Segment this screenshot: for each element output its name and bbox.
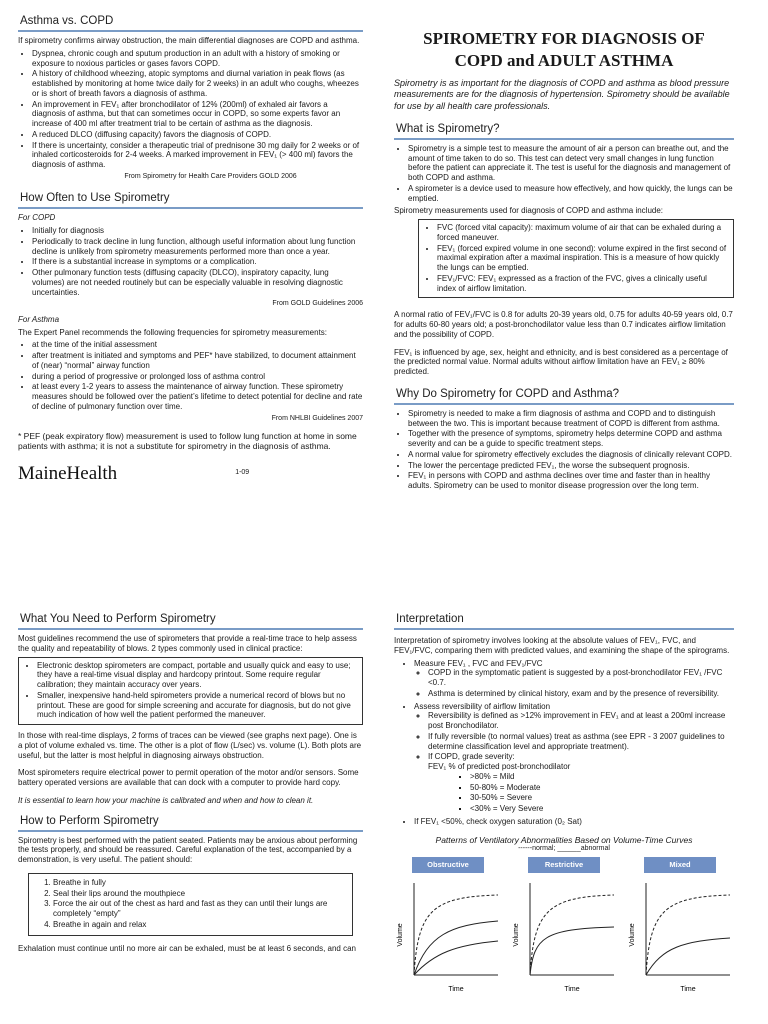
asthma-copd-intro: If spirometry confirms airway obstruction, the main differential diagnoses are COPD and asthma. [18,36,360,46]
measurements-box [418,219,734,298]
list-item: • Spirometry is a simple test to measure the amount of air a person can breathe out, and the amount of time taken to do so. This test can detect very small changes in lung function before the patient can appreciate it. The test is useful for the diagnosis and management of both COPD and asthma. [408,144,734,183]
list-item: • FEV₁ in persons with COPD and asthma declines over time and faster than in healthy adults. Spirometry can be used to monitor disease progression over the long term. [408,471,734,491]
list-item: • A normal value for spirometry effectively excludes the diagnosis of clinically relevant COPD. [408,450,734,460]
interpretation-heading: Interpretation [394,612,734,630]
list-item: • A reduced DLCO (diffusing capacity) favors the diagnosis of COPD. [32,130,363,140]
list-item: ◦ Reversibility is defined as >12% improvement in FEV₁ and at least a 200ml increase post Bronchodilator. [428,711,734,731]
left-bottom-column [18,612,363,956]
asthma-intro: The Expert Panel recommends the following frequencies for spirometry measurements: [18,327,328,337]
asthma-label: For Asthma [18,314,60,324]
panel-label: Mixed [644,857,716,872]
list-item: • FVC (forced vital capacity): maximum volume of air that can be exhaled during a forced maneuver. [437,223,727,243]
list-item: • The lower the percentage predicted FEV₁, the worse the subsequent prognosis. [408,461,734,471]
list-item: • during a period of progressive or prolonged loss of asthma control [32,372,363,382]
footer [18,462,363,485]
restrictive-chart [510,875,618,997]
panel-label: Obstructive [412,857,484,872]
list-item: • at the time of the initial assessment [32,340,363,350]
grade-list [428,772,734,814]
list-item: • after treatment is initiated and symptoms and PEF* have stabilized, to document attainment of (near) “normal” airway function [32,351,363,371]
copd-source: From GOLD Guidelines 2006 [272,300,363,308]
interpretation-list [394,659,734,827]
list-item: • Electronic desktop spirometers are compact, portable and usually quick and easy to use; they have a real-time visual display and hardcopy printout. Some require regular calibration; they maintain accuracy over years. [37,661,356,690]
pef-footnote: * PEF (peak expiratory flow) measurement is used to follow lung function at home in some patients with asthma; it is not a substitute for spirometry in the diagnosis of asthma. [18,431,357,452]
title-line-2: COPD and ADULT ASTHMA [454,51,674,71]
y-axis-label: Volume [629,922,636,947]
spirometer-types-list [23,661,356,721]
abnormal-curve [414,941,498,975]
right-bottom-column [394,612,734,997]
why-heading: Why Do Spirometry for COPD and Asthma? [394,387,734,405]
list-item [428,752,734,814]
list-item: • Initially for diagnosis [32,226,363,236]
chart-legend: ------normal; ______abnormal [518,844,610,852]
panel-label: Restrictive [528,857,600,872]
list-item: • FEV₁ (forced expired volume in one second): volume expired in the first second of maximal expiration after a maximal inspiration. This is a measure of how quickly the lungs can be emptied. [437,244,727,273]
list-item: 1. Breathe in fully [53,878,346,888]
spirometer-types-box [18,657,363,726]
asthma-copd-list [18,49,363,170]
list-item: • A history of childhood wheezing, atopic symptoms and diurnal variation in peak flows (as established by monitoring at home twice daily for 2 weeks) in an adult who coughs, wheezes or is short of breath favors a diagnosis of asthma. [32,69,363,98]
x-axis-label: Time [680,985,696,993]
list-item: 4. Breathe in again and relax [53,920,346,930]
chart-title: Patterns of Ventilatory Abnormalities Based on Volume-Time Curves [435,834,693,845]
need-intro: Most guidelines recommend the use of spirometers that provide a real-time trace to help assess the quality and repeatability of blows. 2 types commonly used in clinical practice: [18,634,357,653]
list-item: ◦ If fully reversible (to normal values) treat as asthma (see EPR - 3 2007 guidelines to determine classification level and appropriate treatment). [428,732,734,752]
steps-box [28,873,353,936]
how-to-intro: Spirometry is best performed with the patient seated. Patients may be anxious about performing the tests properly, and should be reassured. Careful explanation of the test, accompanied by a demonstration, is very useful. The patient should: [18,835,358,865]
list-item: 2. Seal their lips around the mouthpiece [53,889,346,899]
y-axis-label: Volume [397,922,404,947]
measurements-intro: Spirometry measurements used for diagnosis of COPD and asthma include: [394,206,664,216]
normal-curve [646,895,730,975]
list-item: ◦ Asthma is determined by clinical history, exam and by the presence of reversibility. [428,689,734,699]
panel-mixed [626,857,734,996]
how-often-heading: How Often to Use Spirometry [18,191,363,209]
measure-label: Measure FEV₁ , FVC and FEV₁/FVC [414,658,543,668]
calibration-paragraph: It is essential to learn how your machine is calibrated and when and how to clean it. [18,795,314,805]
chart-panels [394,857,734,996]
asthma-copd-heading: Asthma vs. COPD [18,14,363,32]
asthma-copd-source: From Spirometry for Health Care Providers GOLD 2006 [124,172,297,180]
what-is-list [394,144,734,204]
x-axis-label: Time [448,985,464,993]
list-item: ▪ >80% = Mild [470,772,734,782]
mixed-chart [626,875,734,997]
measurements-list [423,223,727,293]
normal-curve [530,895,614,975]
list-item: ▪ 30-50% = Severe [470,793,734,803]
list-item [414,702,734,814]
interpretation-intro: Interpretation of spirometry involves looking at the absolute values of FEV₁, FVC, and FEV₁/FVC, comparing them with predicted values, and examining the shape of the spirograms. [394,636,730,655]
list-item: • An improvement in FEV₁ after bronchodilator of 12% (200ml) of exhaled air favors a diagnosis of asthma, but that can sometimes occur in COPD, so some experts favor an increase of 400 ml after treatment trial to be certain of asthma as the diagnosis. [32,100,363,129]
list-item: • If FEV₁ <50%, check oxygen saturation (0₂ Sat) [414,817,734,827]
list-item: • If there is uncertainty, consider a therapeutic trial of prednisone 30 mg daily for 2 weeks or of inhaled corticosteroids for 2-4 weeks. A marked improvement in FEV₁ (> 400 ml) favors the diagnosis of asthma. [32,141,363,170]
exhalation-paragraph: Exhalation must continue until no more air can be exhaled, must be at least 6 seconds, and can [18,943,356,953]
how-to-heading: How to Perform Spirometry [18,814,363,832]
list-item: • Smaller, inexpensive hand-held spirometers provide a numerical record of blows but no printout. These are good for simple screening and accurate for diagnosis, but do not give much indication of how well the patient performed the maneuver. [37,691,356,720]
list-item: • Together with the presence of symptoms, spirometry helps determine COPD and asthma severity and can be a guide to specific treatment steps. [408,429,734,449]
traces-paragraph: In those with real-time displays, 2 forms of traces can be viewed (see graphs next page). One is a plot of volume exhaled vs. time. The other is a plot of flow (L/sec) vs. volume (L). Both plots are useful, but the latter is most helpful in diagnosing airways obstruction. [18,731,362,760]
list-item: • at least every 1-2 years to assess the maintenance of airway function. These spirometry measures should be followed over the patient’s lifetime to detect potential for decline and rate of decline of pulmonary function over time. [32,382,363,411]
measure-sublist [414,668,734,698]
power-paragraph: Most spirometers require electrical power to permit operation of the motor and/or sensors. Some battery operated versions are available that can dock with a computer to provide hard copy. [18,768,359,788]
list-item: • FEV₁/FVC: FEV₁ expressed as a fraction of the FVC, gives a clinically useful index of airflow limitation. [437,274,727,294]
list-item: 3. Force the air out of the chest as hard and fast as they can until their lungs are completely “empty” [53,899,346,919]
left-top-column [18,14,363,485]
assess-sublist [414,711,734,814]
copd-label: For COPD [18,213,56,223]
right-top-column [394,18,734,494]
asthma-source: From NHLBI Guidelines 2007 [271,414,363,422]
title-line-1: SPIROMETRY FOR DIAGNOSIS OF [423,29,705,48]
list-item: ▪ <30% = Very Severe [470,804,734,814]
footer-code: 1-09 [235,469,250,477]
panel-obstructive [394,857,502,996]
need-heading: What You Need to Perform Spirometry [18,612,363,630]
brand-logo: MaineHealth [18,462,118,484]
list-item: • Spirometry is needed to make a firm diagnosis of asthma and COPD and to distinguish between the two. This is important because treatment of COPD is different from asthma. [408,409,734,429]
obstructive-chart [394,875,502,997]
title-intro: Spirometry is as important for the diagnosis of COPD and asthma as blood pressure measurements are for the diagnosis of hypertension. Spirometry should be available for use by all health care professionals. [394,78,730,111]
list-item: • Periodically to track decline in lung function, although useful information about lung function decline is unlikely from spirometry measurements performed more than once a year. [32,237,363,257]
list-item: ▪ 50-80% = Moderate [470,783,734,793]
fev1-paragraph: FEV₁ is influenced by age, sex, height and ethnicity, and is best considered as a percentage of the predicted normal value. Normal adults without airflow limitation have an FEV₁ ≥ 80% predicted. [394,347,728,377]
page-title [394,28,734,72]
y-axis-label: Volume [513,922,520,947]
list-item: ◦ COPD in the symptomatic patient is suggested by a post-bronchodilator FEV₁ /FVC <0.7. [428,668,734,688]
steps-list [35,878,346,930]
why-list [394,409,734,491]
assess-label: Assess reversibility of airflow limitation [414,701,551,711]
list-item: • A spirometer is a device used to measure how effectively, and how quickly, the lungs can be emptied. [408,184,734,204]
list-item [414,659,734,699]
grade-label: If COPD, grade severity: [428,752,515,762]
what-is-heading: What is Spirometry? [394,122,734,140]
abnormal-curve [646,938,730,975]
list-item: • Dyspnea, chronic cough and sputum production in an adult with a history of smoking or exposure to noxious particles or gases favors COPD. [32,49,363,69]
abnormal-curve [530,927,614,975]
list-item: • Other pulmonary function tests (diffusing capacity (DLCO), inspiratory capacity, lung volumes) are not needed routinely but can be especially valuable in resolving diagnostic uncertainties. [32,268,363,297]
ratio-paragraph: A normal ratio of FEV₁/FVC is 0.8 for adults 20-39 years old, 0.75 for adults 40-59 years old, 0.7 for adults 60-80 years old; a post-bronchodilator value less than 0.7 indicates airflow limitation and the possibility of COPD. [394,310,733,339]
grade-heading: FEV₁ % of predicted post-bronchodilator [428,762,571,772]
asthma-list [18,340,363,411]
panel-restrictive [510,857,618,996]
list-item: • If there is a substantial increase in symptoms or a complication. [32,257,363,267]
copd-list [18,226,363,297]
x-axis-label: Time [564,985,580,993]
